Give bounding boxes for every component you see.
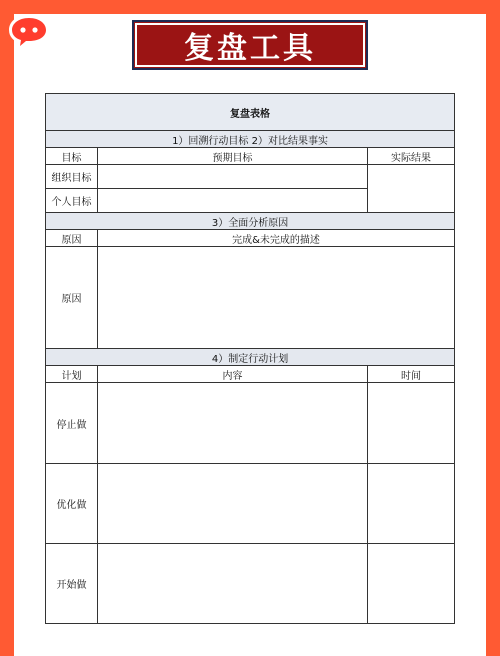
section-heading-goals: 1）回溯行动目标 2）对比结果事实 bbox=[46, 131, 455, 148]
row-label-reason: 原因 bbox=[46, 247, 98, 349]
section-heading-analysis: 3）全面分析原因 bbox=[46, 213, 455, 230]
cell-org-expected[interactable] bbox=[98, 165, 368, 189]
row-label-stop: 停止做 bbox=[46, 383, 98, 464]
col-header-description: 完成&未完成的描述 bbox=[98, 230, 455, 247]
col-header-actual: 实际结果 bbox=[368, 148, 455, 165]
review-table bbox=[45, 93, 455, 624]
banner-title: 复盘工具 bbox=[184, 31, 316, 66]
col-header-content: 内容 bbox=[98, 366, 368, 383]
cell-optimize-time[interactable] bbox=[368, 464, 455, 544]
col-header-time: 时间 bbox=[368, 366, 455, 383]
cell-stop-content[interactable] bbox=[98, 383, 368, 464]
row-label-personal-goal: 个人目标 bbox=[46, 189, 98, 213]
row-label-start: 开始做 bbox=[46, 544, 98, 624]
cell-start-time[interactable] bbox=[368, 544, 455, 624]
cell-stop-time[interactable] bbox=[368, 383, 455, 464]
table-title: 复盘表格 bbox=[46, 94, 455, 131]
row-label-optimize: 优化做 bbox=[46, 464, 98, 544]
title-banner bbox=[132, 20, 368, 70]
cell-personal-expected[interactable] bbox=[98, 189, 368, 213]
cell-reason-description[interactable] bbox=[98, 247, 455, 349]
cell-optimize-content[interactable] bbox=[98, 464, 368, 544]
cell-actual-result[interactable] bbox=[368, 165, 455, 213]
col-header-expected: 预期目标 bbox=[98, 148, 368, 165]
section-heading-plan: 4）制定行动计划 bbox=[46, 349, 455, 366]
chat-bubble-logo-icon bbox=[6, 12, 52, 52]
col-header-plan: 计划 bbox=[46, 366, 98, 383]
cell-start-content[interactable] bbox=[98, 544, 368, 624]
row-label-org-goal: 组织目标 bbox=[46, 165, 98, 189]
col-header-target: 目标 bbox=[46, 148, 98, 165]
col-header-reason: 原因 bbox=[46, 230, 98, 247]
